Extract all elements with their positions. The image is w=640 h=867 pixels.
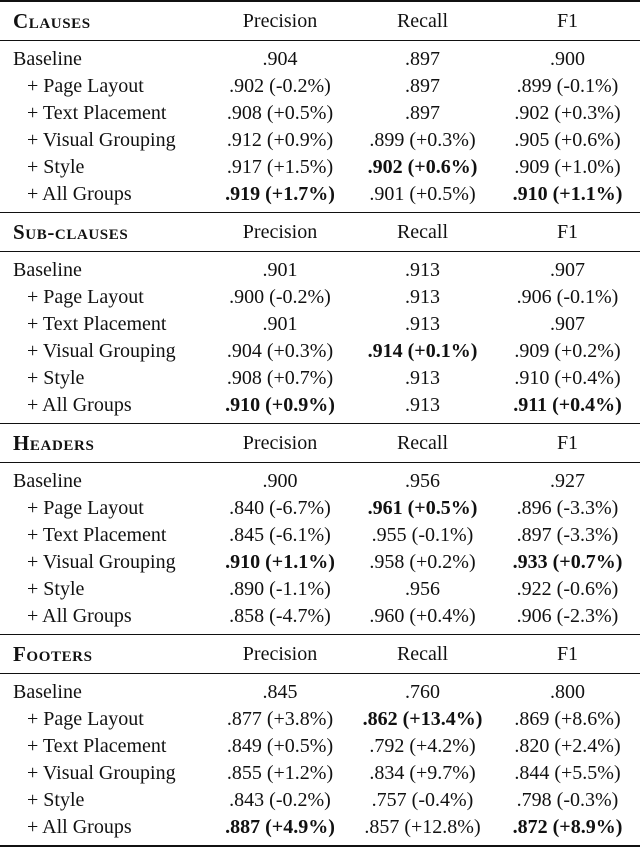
recall-cell: .757 (-0.4%) bbox=[371, 789, 474, 811]
results-table-body bbox=[0, 1, 640, 846]
f1-cell: .907 bbox=[495, 252, 640, 285]
row-label: + Page Layout bbox=[27, 286, 144, 308]
row-label: Baseline bbox=[0, 674, 210, 707]
recall-cell: .913 bbox=[405, 367, 440, 389]
section-title: Clauses bbox=[0, 1, 210, 41]
recall-cell: .857 (+12.8%) bbox=[350, 814, 495, 846]
table-row bbox=[0, 549, 640, 576]
precision-cell: .845 (-6.1%) bbox=[229, 524, 331, 546]
precision-cell: .910 (+0.9%) bbox=[225, 394, 335, 416]
table-row bbox=[0, 181, 640, 213]
table-row bbox=[0, 392, 640, 424]
column-header-f1: F1 bbox=[495, 213, 640, 252]
table-row bbox=[0, 73, 640, 100]
precision-cell: .919 (+1.7%) bbox=[225, 183, 335, 205]
f1-cell: .927 bbox=[495, 463, 640, 496]
f1-cell: .933 (+0.7%) bbox=[512, 551, 623, 573]
f1-cell: .800 bbox=[495, 674, 640, 707]
recall-cell: .792 (+4.2%) bbox=[369, 735, 476, 757]
f1-cell: .922 (-0.6%) bbox=[516, 578, 619, 600]
precision-cell: .840 (-6.7%) bbox=[229, 497, 331, 519]
section-header-row bbox=[0, 635, 640, 674]
row-label: + Text Placement bbox=[27, 313, 167, 335]
table-row bbox=[0, 733, 640, 760]
table-row bbox=[0, 338, 640, 365]
precision-cell: .904 bbox=[210, 41, 350, 74]
table-row bbox=[0, 154, 640, 181]
table-row bbox=[0, 100, 640, 127]
column-header-recall: Recall bbox=[350, 1, 495, 41]
table-row bbox=[0, 787, 640, 814]
row-label: + Style bbox=[27, 367, 85, 389]
precision-cell: .843 (-0.2%) bbox=[229, 789, 331, 811]
row-label: + Visual Grouping bbox=[27, 340, 176, 362]
precision-cell: .904 (+0.3%) bbox=[226, 340, 334, 362]
column-header-f1: F1 bbox=[495, 1, 640, 41]
column-header-recall: Recall bbox=[350, 213, 495, 252]
table-row bbox=[0, 522, 640, 549]
recall-cell: .913 bbox=[405, 394, 440, 416]
table-row bbox=[0, 365, 640, 392]
f1-cell: .905 (+0.6%) bbox=[514, 129, 621, 151]
recall-cell: .956 bbox=[350, 463, 495, 496]
f1-cell: .906 (-2.3%) bbox=[516, 605, 619, 627]
row-label: + Visual Grouping bbox=[27, 762, 176, 784]
f1-cell: .899 (-0.1%) bbox=[516, 75, 619, 97]
row-label: + Visual Grouping bbox=[27, 551, 176, 573]
f1-cell: .900 bbox=[495, 41, 640, 74]
row-label: Baseline bbox=[0, 463, 210, 496]
table-row bbox=[0, 814, 640, 846]
row-label: + Page Layout bbox=[27, 708, 144, 730]
f1-cell: .798 (-0.3%) bbox=[516, 789, 619, 811]
precision-cell: .908 (+0.7%) bbox=[226, 367, 334, 389]
column-header-precision: Precision bbox=[210, 424, 350, 463]
section-header-row bbox=[0, 1, 640, 41]
precision-cell: .902 (-0.2%) bbox=[229, 75, 331, 97]
recall-cell: .955 (-0.1%) bbox=[371, 524, 474, 546]
f1-cell: .906 (-0.1%) bbox=[516, 286, 619, 308]
section-header-row bbox=[0, 213, 640, 252]
row-label: + Text Placement bbox=[27, 524, 167, 546]
f1-cell: .820 (+2.4%) bbox=[514, 735, 621, 757]
recall-cell: .862 (+13.4%) bbox=[362, 708, 483, 730]
recall-cell: .961 (+0.5%) bbox=[367, 497, 478, 519]
table-row bbox=[0, 463, 640, 496]
recall-cell: .897 bbox=[350, 41, 495, 74]
precision-cell: .890 (-1.1%) bbox=[229, 578, 331, 600]
precision-cell: .858 (-4.7%) bbox=[229, 605, 331, 627]
precision-cell: .910 (+1.1%) bbox=[225, 551, 335, 573]
row-label: + Page Layout bbox=[27, 75, 144, 97]
f1-cell: .902 (+0.3%) bbox=[514, 102, 621, 124]
section-title: Footers bbox=[0, 635, 210, 674]
row-label: + All Groups bbox=[27, 183, 132, 205]
section-title: Sub-clauses bbox=[0, 213, 210, 252]
row-label: + Page Layout bbox=[27, 497, 144, 519]
row-label: + Text Placement bbox=[27, 102, 167, 124]
table-row bbox=[0, 284, 640, 311]
precision-cell: .900 bbox=[210, 463, 350, 496]
f1-cell: .909 (+0.2%) bbox=[514, 340, 621, 362]
table-row bbox=[0, 760, 640, 787]
column-header-recall: Recall bbox=[350, 635, 495, 674]
row-label: + Visual Grouping bbox=[27, 129, 176, 151]
precision-cell: .849 (+0.5%) bbox=[226, 735, 334, 757]
recall-cell: .834 (+9.7%) bbox=[369, 762, 476, 784]
row-label: + All Groups bbox=[27, 605, 132, 627]
recall-cell: .760 bbox=[350, 674, 495, 707]
row-label: Baseline bbox=[0, 252, 210, 285]
recall-cell: .897 bbox=[405, 102, 440, 124]
recall-cell: .960 (+0.4%) bbox=[369, 605, 476, 627]
f1-cell: .844 (+5.5%) bbox=[514, 762, 621, 784]
f1-cell: .869 (+8.6%) bbox=[514, 708, 621, 730]
precision-cell: .845 bbox=[210, 674, 350, 707]
f1-cell: .909 (+1.0%) bbox=[514, 156, 621, 178]
table-row bbox=[0, 252, 640, 285]
column-header-f1: F1 bbox=[495, 635, 640, 674]
recall-cell: .914 (+0.1%) bbox=[367, 340, 478, 362]
f1-cell: .896 (-3.3%) bbox=[516, 497, 619, 519]
recall-cell: .897 bbox=[405, 75, 440, 97]
f1-cell: .897 (-3.3%) bbox=[516, 524, 619, 546]
f1-cell: .872 (+8.9%) bbox=[495, 814, 640, 846]
f1-cell: .907 bbox=[550, 313, 585, 335]
row-label: + Text Placement bbox=[27, 735, 167, 757]
section-header-row bbox=[0, 424, 640, 463]
table-row bbox=[0, 127, 640, 154]
table-row bbox=[0, 706, 640, 733]
recall-cell: .902 (+0.6%) bbox=[367, 156, 478, 178]
table-row bbox=[0, 603, 640, 635]
column-header-precision: Precision bbox=[210, 213, 350, 252]
precision-cell: .887 (+4.9%) bbox=[210, 814, 350, 846]
precision-cell: .912 (+0.9%) bbox=[226, 129, 334, 151]
precision-cell: .877 (+3.8%) bbox=[226, 708, 334, 730]
f1-cell: .911 (+0.4%) bbox=[513, 394, 622, 416]
row-label: + Style bbox=[27, 789, 85, 811]
recall-cell: .913 bbox=[350, 252, 495, 285]
table-row bbox=[0, 576, 640, 603]
table-row bbox=[0, 41, 640, 74]
precision-cell: .901 bbox=[262, 313, 298, 335]
f1-cell: .910 (+1.1%) bbox=[512, 183, 623, 205]
recall-cell: .913 bbox=[405, 286, 440, 308]
recall-cell: .899 (+0.3%) bbox=[369, 129, 476, 151]
row-label: + Style bbox=[27, 156, 85, 178]
row-label: + All Groups bbox=[0, 814, 210, 846]
row-label: + Style bbox=[27, 578, 85, 600]
recall-cell: .913 bbox=[405, 313, 440, 335]
column-header-f1: F1 bbox=[495, 424, 640, 463]
section-title: Headers bbox=[0, 424, 210, 463]
precision-cell: .855 (+1.2%) bbox=[226, 762, 334, 784]
precision-cell: .901 bbox=[210, 252, 350, 285]
table-row bbox=[0, 311, 640, 338]
precision-cell: .908 (+0.5%) bbox=[226, 102, 334, 124]
recall-cell: .956 bbox=[405, 578, 440, 600]
recall-cell: .958 (+0.2%) bbox=[369, 551, 476, 573]
f1-cell: .910 (+0.4%) bbox=[514, 367, 621, 389]
recall-cell: .901 (+0.5%) bbox=[369, 183, 476, 205]
table-row bbox=[0, 495, 640, 522]
row-label: Baseline bbox=[0, 41, 210, 74]
precision-cell: .917 (+1.5%) bbox=[226, 156, 334, 178]
column-header-recall: Recall bbox=[350, 424, 495, 463]
column-header-precision: Precision bbox=[210, 1, 350, 41]
column-header-precision: Precision bbox=[210, 635, 350, 674]
row-label: + All Groups bbox=[27, 394, 132, 416]
precision-cell: .900 (-0.2%) bbox=[229, 286, 331, 308]
table-row bbox=[0, 674, 640, 707]
